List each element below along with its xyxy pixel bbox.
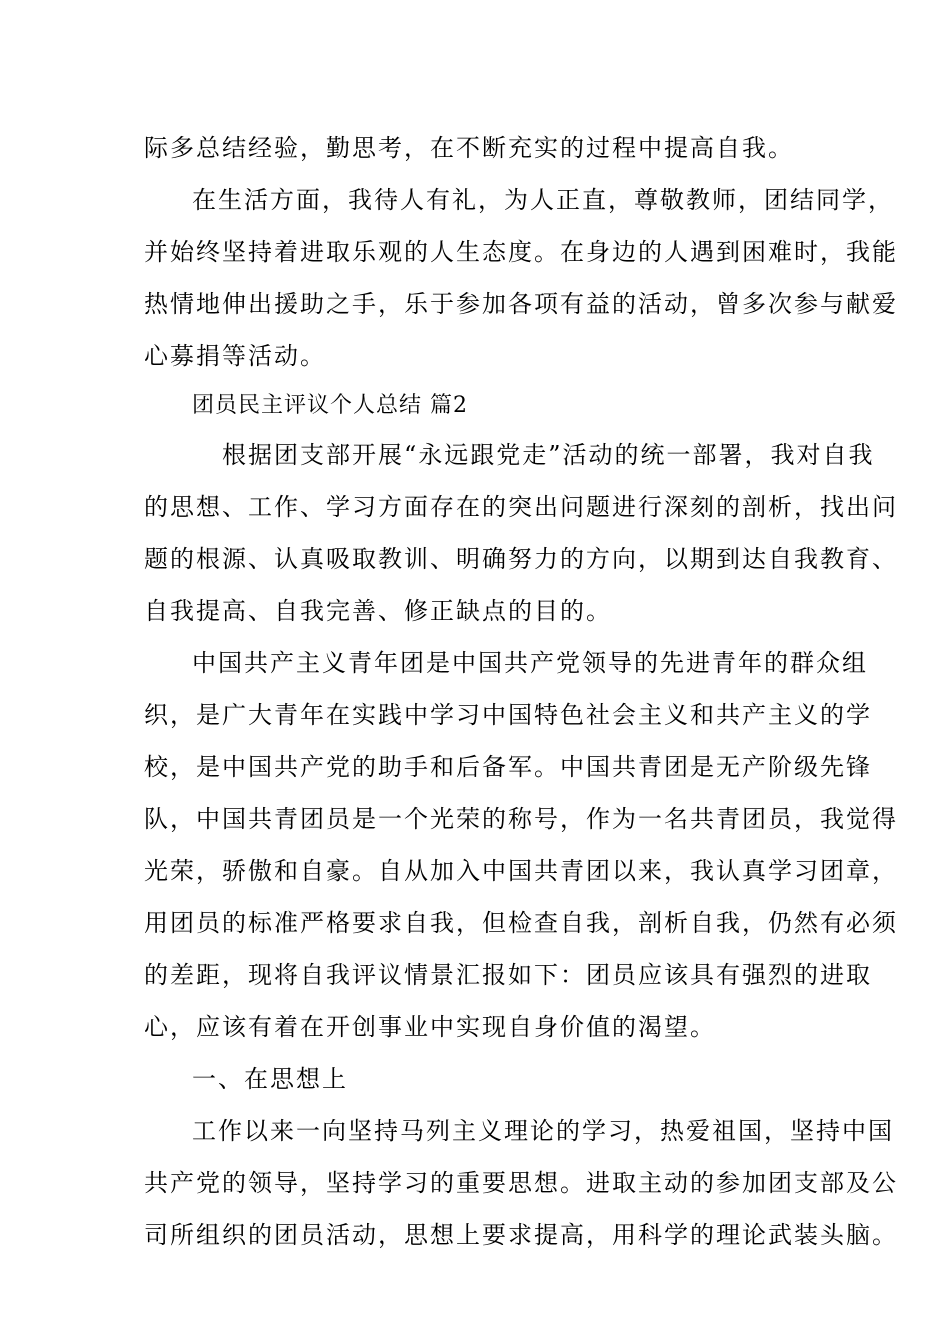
body-text-line: 工作以来一向坚持马列主义理论的学习，热爱祖国，坚持中国 [192, 1117, 894, 1145]
body-text-line: 的思想、工作、学习方面存在的突出问题进行深刻的剖析，找出问 [144, 493, 898, 521]
body-text-line: 并始终坚持着进取乐观的人生态度。在身边的人遇到困难时，我能 [144, 238, 898, 266]
body-text-line: 校，是中国共产党的助手和后备军。中国共青团是无产阶级先锋 [144, 753, 872, 781]
body-text-line: 司所组织的团员活动，思想上要求提高，用科学的理论武装头脑。 [144, 1221, 898, 1249]
body-text-line: 际多总结经验，勤思考，在不断充实的过程中提高自我。 [144, 134, 794, 162]
body-text-line: 的差距，现将自我评议情景汇报如下：团员应该具有强烈的进取 [144, 961, 872, 989]
body-text-line: 光荣，骄傲和自豪。自从加入中国共青团以来，我认真学习团章， [144, 857, 898, 885]
body-text-line: 热情地伸出援助之手，乐于参加各项有益的活动，曾多次参与献爱 [144, 290, 898, 318]
body-text-line: 心，应该有着在开创事业中实现自身价值的渴望。 [144, 1013, 716, 1041]
section-heading: 团员民主评议个人总结 篇2 [192, 393, 468, 418]
body-text-line: 在生活方面，我待人有礼，为人正直，尊敬教师，团结同学， [192, 186, 894, 214]
body-text-line: 心募捐等活动。 [144, 342, 326, 370]
body-text-line: 织，是广大青年在实践中学习中国特色社会主义和共产主义的学 [144, 701, 872, 729]
section-heading: 一、在思想上 [192, 1065, 348, 1093]
body-text-line: 用团员的标准严格要求自我，但检查自我，剖析自我，仍然有必须 [144, 909, 898, 937]
body-text-line: 根据团支部开展“永远跟党走”活动的统一部署，我对自我 [222, 441, 875, 469]
body-text-line: 队，中国共青团员是一个光荣的称号，作为一名共青团员，我觉得 [144, 805, 898, 833]
body-text-line: 自我提高、自我完善、修正缺点的目的。 [144, 597, 612, 625]
body-text-line: 题的根源、认真吸取教训、明确努力的方向，以期到达自我教育、 [144, 545, 898, 573]
body-text-line: 中国共产主义青年团是中国共产党领导的先进青年的群众组 [192, 649, 868, 677]
body-text-line: 共产党的领导，坚持学习的重要思想。进取主动的参加团支部及公 [144, 1169, 898, 1197]
